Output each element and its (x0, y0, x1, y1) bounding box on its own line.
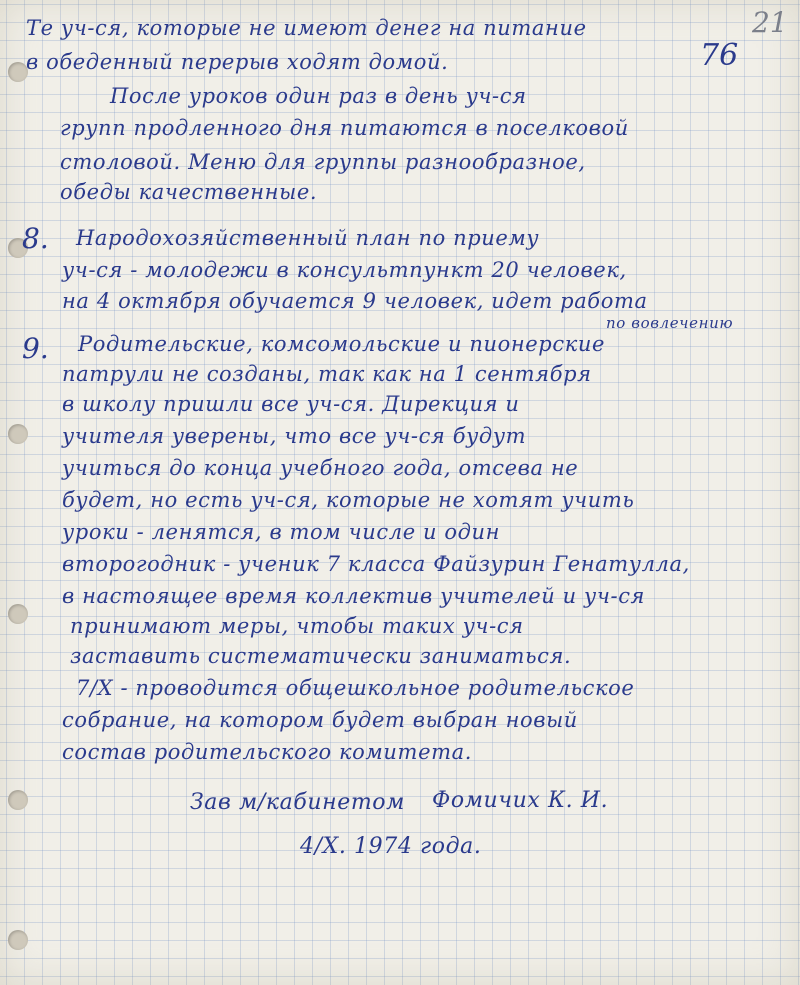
text-line-4: групп продленного дня питаются в поселковой (60, 116, 629, 140)
page-number-stamp: 21 (752, 6, 788, 39)
document-date: 4/X. 1974 года. (300, 834, 482, 859)
item-number-8: 8. (22, 222, 49, 255)
text-line-16: уроки - ленятся, в том числе и один (62, 520, 501, 544)
page-number-written: 76 (700, 38, 739, 73)
text-line-1: Те уч-ся, которые не имеют денег на питание (26, 16, 587, 40)
text-line-10: Родительские, комсомольские и пионерские (78, 332, 605, 356)
text-line-9: на 4 октября обучается 9 человек, идет работа (62, 289, 648, 313)
signatory-position: Зав м/кабинетом (190, 790, 405, 815)
text-line-13: учителя уверены, что все уч-ся будут (62, 424, 527, 448)
binder-hole (8, 790, 28, 810)
text-line-7: Народохозяйственный план по приему (76, 226, 540, 250)
binder-hole (8, 424, 28, 444)
binder-hole (8, 62, 28, 82)
text-line-19: принимают меры, чтобы таких уч-ся (70, 614, 524, 638)
binder-hole (8, 604, 28, 624)
text-line-20: заставить систематически заниматься. (70, 644, 572, 668)
text-line-12: в школу пришли все уч-ся. Дирекция и (62, 392, 520, 416)
text-line-23: состав родительского комитета. (62, 740, 473, 764)
text-line-15: будет, но есть уч-ся, которые не хотят учить (62, 488, 635, 512)
text-line-18: в настоящее время коллектив учителей и уч-ся (62, 584, 646, 608)
text-line-22: собрание, на котором будет выбран новый (62, 708, 578, 732)
text-line-3: После уроков один раз в день уч-ся (110, 84, 527, 108)
text-line-5: столовой. Меню для группы разнообразное, (60, 150, 586, 174)
text-line-8: уч-ся - молодежи в консультпункт 20 человек, (62, 258, 627, 282)
item-number-9: 9. (22, 332, 49, 365)
signatory-name: Фомичих К. И. (432, 788, 609, 813)
text-line-9-note: по вовлечению (606, 314, 734, 332)
text-line-17: второгодник - ученик 7 класса Файзурин Генатулла, (62, 552, 690, 576)
text-line-6: обеды качественные. (60, 180, 318, 204)
text-line-21: 7/X - проводится общешкольное родительское (76, 676, 635, 700)
text-line-11: патрули не созданы, так как на 1 сентября (62, 362, 592, 386)
text-line-2: в обеденный перерыв ходят домой. (26, 50, 449, 74)
binder-hole (8, 930, 28, 950)
text-line-14: учиться до конца учебного года, отсева не (62, 456, 579, 480)
